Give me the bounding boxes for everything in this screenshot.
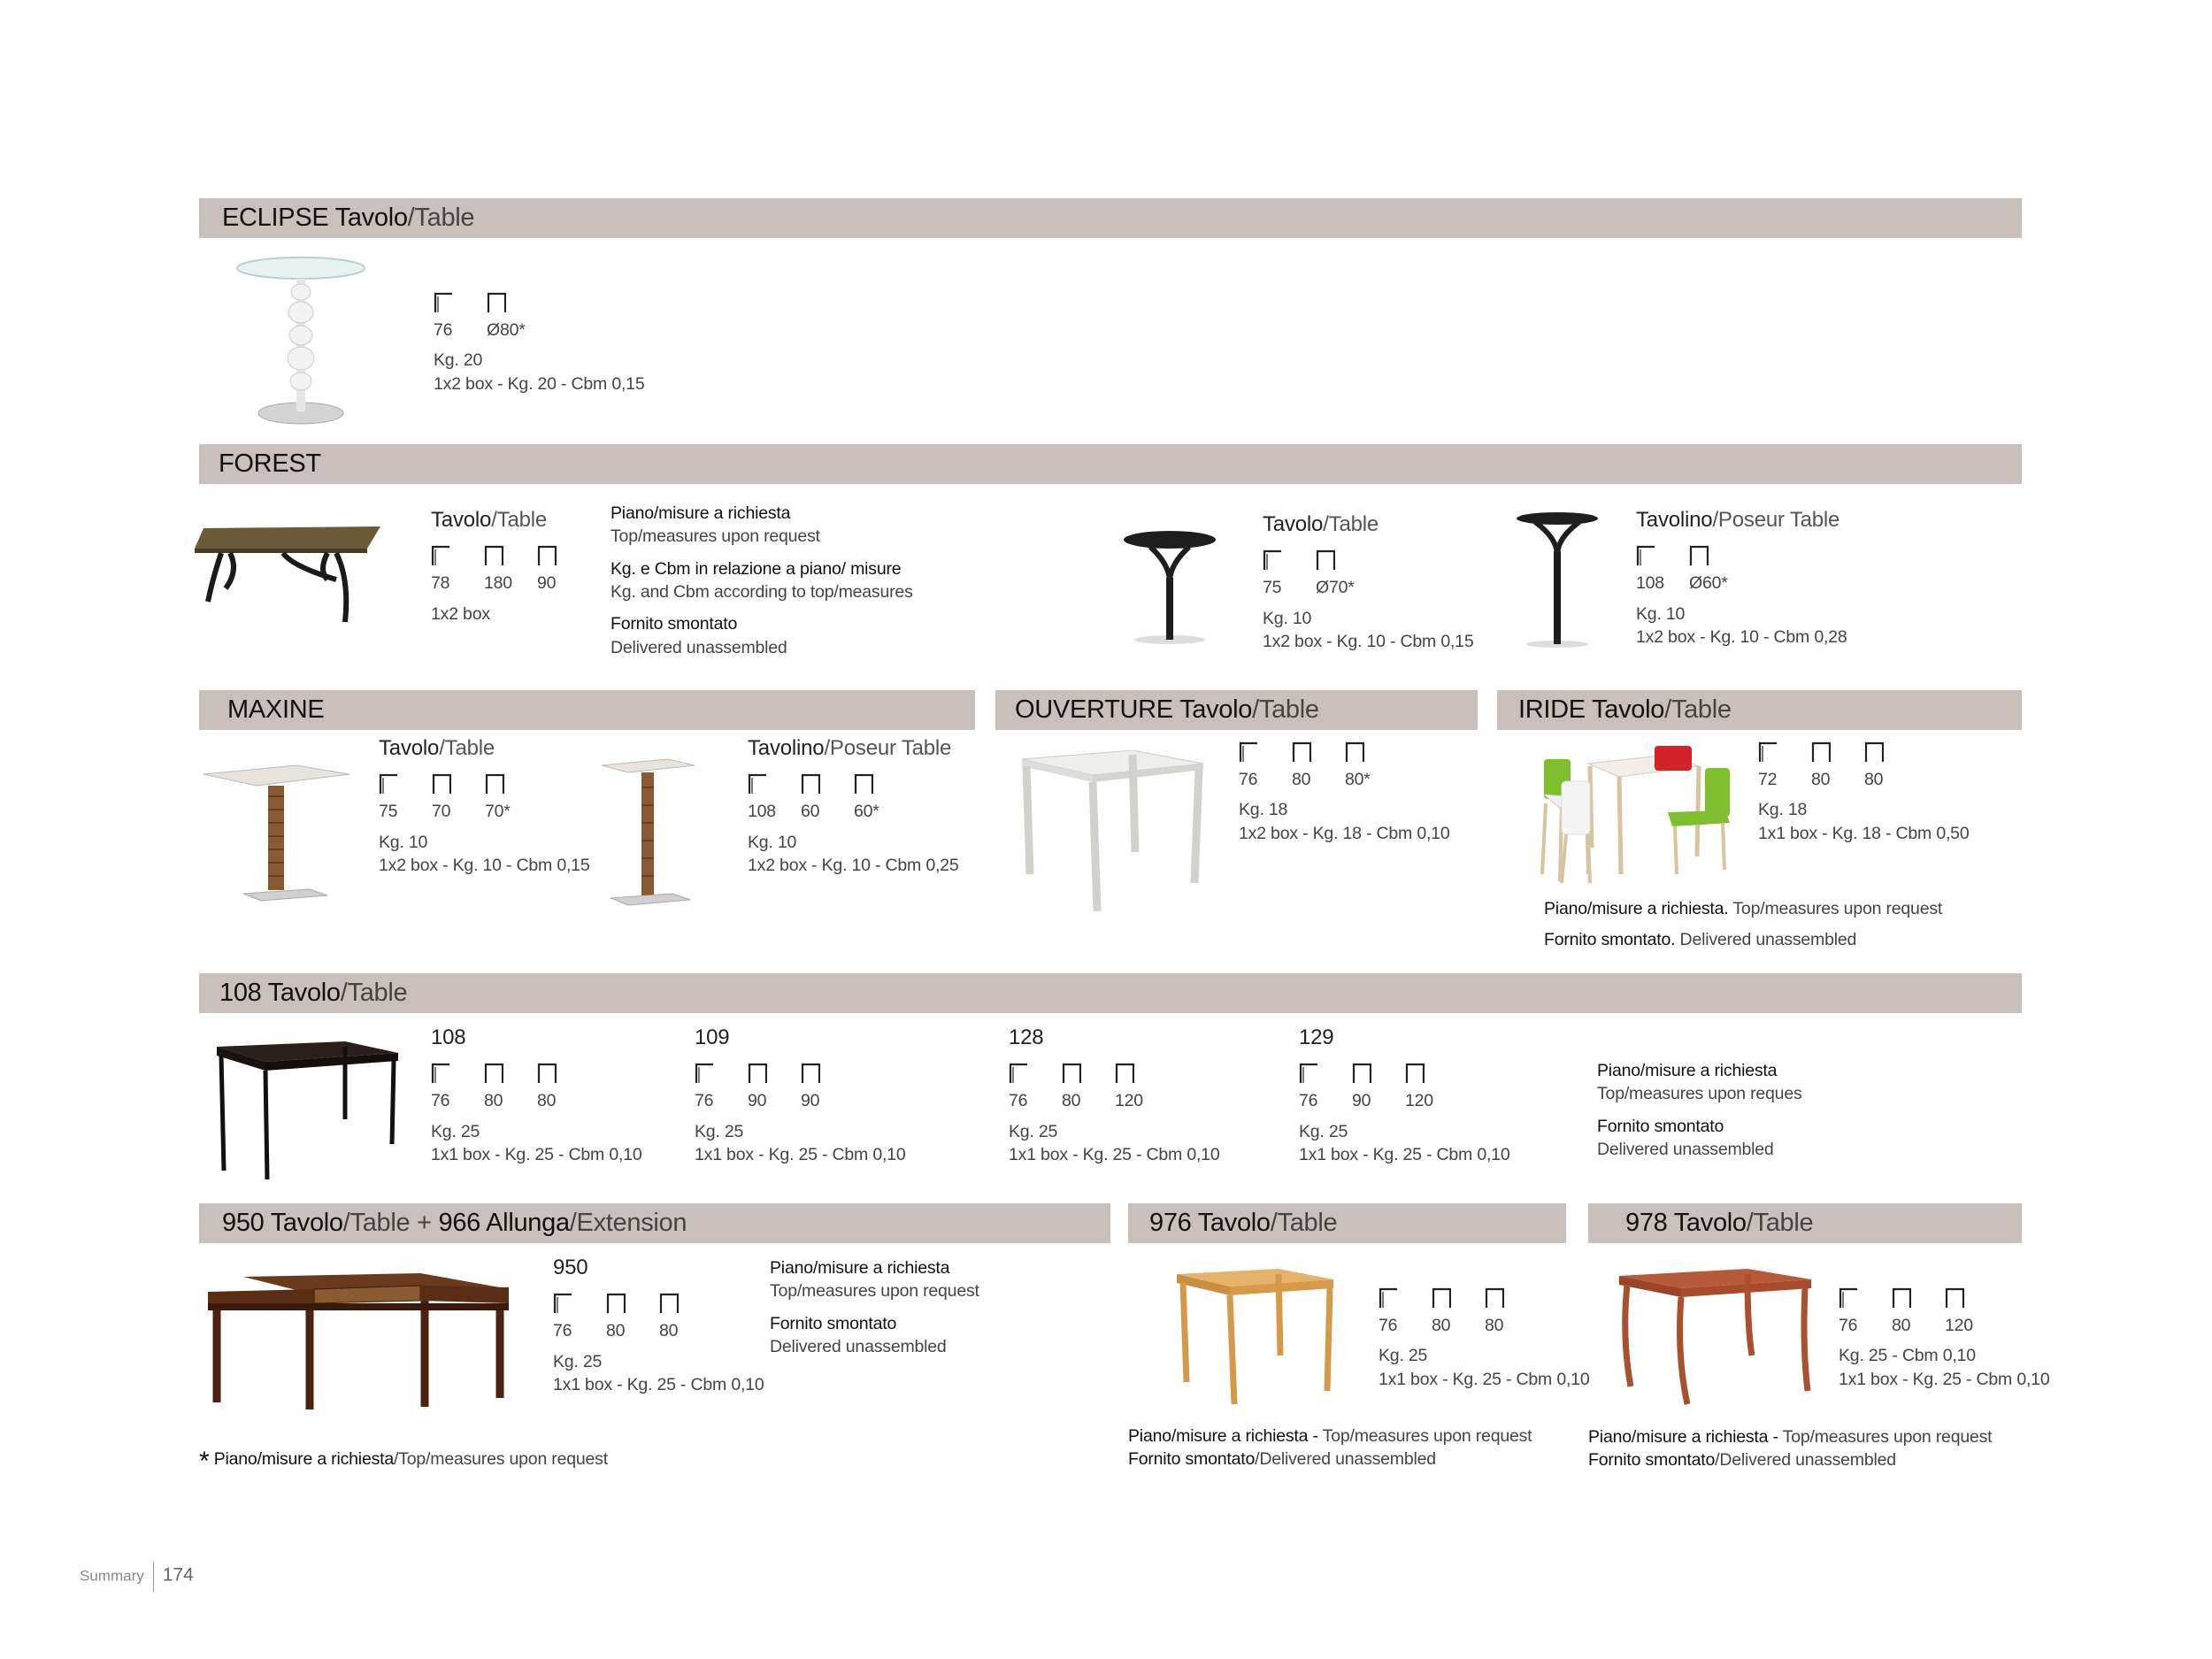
box-info: 1x2 box - Kg. 18 - Cbm 0,10 bbox=[1239, 823, 1450, 843]
width-icon bbox=[537, 1063, 557, 1084]
note-it: Kg. e Cbm in relazione a piano/ misure bbox=[611, 558, 902, 579]
dim-length: 180 bbox=[484, 573, 512, 594]
table-978-image bbox=[1615, 1267, 1814, 1409]
height-icon bbox=[695, 1063, 714, 1084]
dim-width: 90 bbox=[537, 573, 557, 594]
box-info: 1x1 box - Kg. 25 - Cbm 0,10 bbox=[1379, 1369, 1590, 1389]
dim-height: 75 bbox=[379, 802, 398, 822]
weight: Kg. 25 bbox=[553, 1351, 603, 1371]
weight: Kg. 18 bbox=[1758, 800, 1808, 820]
note-it: Piano/misure a richiesta bbox=[611, 503, 791, 523]
note-it: Fornito smontato bbox=[1128, 1449, 1256, 1470]
weight: Kg. 25 bbox=[1299, 1121, 1348, 1141]
product-label: Tavolino bbox=[1636, 508, 1713, 532]
dim-width: 80* bbox=[1345, 770, 1371, 789]
section-title-en: /Table bbox=[1664, 695, 1732, 724]
dim-width: 80 bbox=[1864, 770, 1884, 789]
dim-length: 90 bbox=[748, 1091, 767, 1111]
note-en: Delivered unassembled bbox=[1675, 930, 1857, 950]
box-info: 1x1 box - Kg. 25 - Cbm 0,10 bbox=[695, 1145, 906, 1165]
note-en: Top/measures upon request bbox=[770, 1281, 979, 1302]
forest-poseur-table-image bbox=[1513, 511, 1601, 649]
product-code: 128 bbox=[1009, 1025, 1044, 1049]
dim-length: 80 bbox=[1062, 1091, 1081, 1111]
height-icon bbox=[1839, 1287, 1858, 1309]
section-title: FOREST bbox=[219, 449, 321, 478]
height-icon bbox=[1758, 741, 1778, 763]
forest-poseur-specs bbox=[1636, 506, 1847, 649]
table-108-image bbox=[212, 1040, 403, 1181]
note-en: /Delivered unassembled bbox=[1715, 1450, 1896, 1471]
note-en: /Delivered unassembled bbox=[1255, 1449, 1436, 1470]
dim-length: 80 bbox=[1292, 770, 1311, 789]
length-icon bbox=[432, 773, 451, 795]
footnote bbox=[199, 1444, 608, 1480]
length-icon bbox=[1292, 741, 1311, 763]
note-it: Piano/misure a richiesta - bbox=[1128, 1426, 1323, 1446]
dim-length: 80 bbox=[606, 1321, 626, 1341]
dim-height: 76 bbox=[434, 320, 453, 340]
diameter-icon bbox=[1316, 549, 1335, 571]
dim-width: 60* bbox=[854, 802, 879, 822]
note-it: Fornito smontato bbox=[770, 1313, 897, 1333]
weight: Kg. 25 bbox=[1379, 1346, 1428, 1366]
box-info: 1x1 box - Kg. 25 - Cbm 0,10 bbox=[431, 1145, 642, 1165]
length-icon bbox=[1352, 1063, 1371, 1084]
table-950-notes bbox=[770, 1256, 979, 1358]
note-it: Fornito smontato. bbox=[1544, 930, 1676, 950]
weight: Kg. 25 bbox=[695, 1121, 744, 1141]
width-icon bbox=[801, 1063, 820, 1084]
weight: Kg. 10 bbox=[748, 832, 797, 852]
forest-table-image bbox=[195, 518, 380, 628]
width-icon bbox=[1345, 741, 1364, 763]
dim-height: 78 bbox=[431, 573, 450, 594]
weight: Kg. 20 bbox=[434, 350, 483, 371]
dim-height: 76 bbox=[1239, 770, 1258, 789]
width-icon bbox=[854, 773, 873, 795]
eclipse-table-image bbox=[234, 252, 367, 425]
box-info: 1x2 box - Kg. 20 - Cbm 0,15 bbox=[434, 373, 645, 394]
note-it: Fornito smontato bbox=[1588, 1450, 1716, 1471]
box-info: 1x2 box - Kg. 10 - Cbm 0,15 bbox=[1263, 632, 1474, 652]
dim-width: 80 bbox=[659, 1321, 679, 1341]
note-en: Top/measures upon request bbox=[1322, 1426, 1532, 1446]
iride-table-set-image bbox=[1535, 741, 1734, 883]
height-icon bbox=[434, 292, 453, 313]
height-icon bbox=[748, 773, 767, 795]
footnote-it: Piano/misure a richiesta bbox=[213, 1449, 394, 1469]
table-108-notes bbox=[1597, 1059, 1802, 1161]
maxine-table-image bbox=[199, 761, 354, 902]
dim-height: 76 bbox=[1379, 1316, 1398, 1335]
table-108-specs bbox=[431, 1024, 641, 1166]
length-icon bbox=[1432, 1287, 1451, 1309]
width-icon bbox=[1115, 1063, 1134, 1084]
iride-specs bbox=[1758, 741, 1969, 845]
product-label: Tavolo bbox=[1263, 512, 1324, 536]
section-header-950 bbox=[199, 1203, 1110, 1243]
section-title: ECLIPSE Tavolo bbox=[222, 204, 408, 232]
section-title-en: /Table + bbox=[342, 1209, 439, 1237]
dim-width: 70* bbox=[485, 802, 511, 822]
diameter-icon bbox=[1689, 545, 1709, 566]
section-header-978 bbox=[1588, 1203, 2022, 1243]
box-info: 1x1 box - Kg. 25 - Cbm 0,10 bbox=[1009, 1145, 1220, 1165]
table-976-specs bbox=[1379, 1287, 1589, 1391]
product-label-en: /Table bbox=[1323, 512, 1379, 536]
height-icon bbox=[1239, 741, 1258, 763]
dim-height: 76 bbox=[1009, 1091, 1028, 1111]
section-title: MAXINE bbox=[227, 695, 325, 724]
dim-length: 80 bbox=[484, 1091, 503, 1111]
product-code: 950 bbox=[553, 1256, 588, 1279]
product-label-en: /Poseur Table bbox=[824, 736, 952, 760]
table-129-specs bbox=[1299, 1024, 1509, 1166]
product-label-en: /Poseur Table bbox=[1712, 508, 1840, 532]
section-title-extension-en: /Extension bbox=[569, 1209, 687, 1237]
weight: Kg. 10 bbox=[1263, 608, 1312, 628]
section-header-ouverture bbox=[995, 690, 1478, 730]
dim-height: 76 bbox=[695, 1091, 714, 1111]
section-header-108 bbox=[199, 973, 2022, 1013]
table-109-specs bbox=[695, 1024, 905, 1166]
section-title-extension: 966 Allunga bbox=[438, 1209, 570, 1237]
section-title-en: /Table bbox=[340, 979, 408, 1007]
section-header-forest bbox=[199, 444, 2022, 484]
forest-round-table-image bbox=[1119, 529, 1221, 644]
page-number: 174 bbox=[162, 1564, 194, 1586]
width-icon bbox=[1485, 1287, 1504, 1309]
dim-width: 80 bbox=[1485, 1316, 1504, 1335]
note-en: Top/measures upon request bbox=[611, 526, 820, 547]
section-title: 978 Tavolo bbox=[1625, 1209, 1747, 1237]
table-978-notes bbox=[1588, 1425, 1992, 1472]
maxine-poseur-specs bbox=[748, 734, 958, 877]
height-icon bbox=[431, 545, 450, 566]
weight: Kg. 25 bbox=[431, 1121, 480, 1141]
length-icon bbox=[606, 1293, 626, 1314]
iride-notes bbox=[1544, 894, 1942, 956]
section-title: 950 Tavolo bbox=[222, 1209, 343, 1237]
width-icon bbox=[537, 545, 557, 566]
table-976-image bbox=[1172, 1267, 1336, 1409]
height-icon bbox=[1009, 1063, 1028, 1084]
note-it: Fornito smontato bbox=[611, 614, 738, 634]
note-it: Piano/misure a richiesta - bbox=[1588, 1427, 1783, 1447]
note-it: Fornito smontato bbox=[1597, 1116, 1724, 1136]
width-icon bbox=[1945, 1287, 1964, 1309]
product-label-en: /Table bbox=[439, 736, 495, 760]
dim-diameter: Ø70* bbox=[1316, 578, 1355, 598]
box-info: 1x1 box - Kg. 25 - Cbm 0,10 bbox=[553, 1375, 764, 1395]
dim-length: 70 bbox=[432, 802, 451, 822]
width-icon bbox=[1405, 1063, 1425, 1084]
weight: Kg. 25 - Cbm 0,10 bbox=[1839, 1346, 1976, 1366]
box-info: 1x2 box - Kg. 10 - Cbm 0,15 bbox=[379, 856, 590, 876]
dim-width: 120 bbox=[1405, 1091, 1433, 1111]
note-it: Piano/misure a richiesta bbox=[770, 1258, 950, 1278]
dim-diameter: Ø80* bbox=[487, 320, 526, 340]
dim-width: 120 bbox=[1945, 1316, 1973, 1335]
product-label: Tavolino bbox=[748, 736, 825, 760]
dim-width: 90 bbox=[801, 1091, 820, 1111]
table-128-specs bbox=[1009, 1024, 1219, 1166]
table-950-image bbox=[208, 1270, 509, 1411]
note-en: Delivered unassembled bbox=[770, 1336, 947, 1356]
weight: Kg. 18 bbox=[1239, 800, 1288, 820]
ouverture-specs bbox=[1239, 741, 1449, 845]
width-icon bbox=[485, 773, 504, 795]
forest-notes bbox=[611, 502, 913, 659]
length-icon bbox=[1892, 1287, 1911, 1309]
diameter-icon bbox=[487, 292, 506, 313]
height-icon bbox=[379, 773, 398, 795]
section-title: 976 Tavolo bbox=[1149, 1209, 1271, 1237]
note-en: Top/measures upon request bbox=[1728, 899, 1943, 918]
dim-length: 90 bbox=[1352, 1091, 1371, 1111]
section-title: 108 Tavolo bbox=[219, 979, 341, 1007]
note-en: Kg. and Cbm according to top/measures bbox=[611, 581, 913, 602]
summary-link[interactable]: Summary bbox=[80, 1567, 144, 1585]
dim-height: 76 bbox=[553, 1321, 572, 1341]
dim-length: 80 bbox=[1892, 1316, 1911, 1335]
weight: Kg. 10 bbox=[379, 832, 428, 852]
dim-width: 120 bbox=[1115, 1091, 1143, 1111]
length-icon bbox=[1062, 1063, 1081, 1084]
ouverture-table-image bbox=[1018, 750, 1208, 914]
length-icon bbox=[484, 545, 503, 566]
box-info: 1x1 box - Kg. 25 - Cbm 0,10 bbox=[1839, 1369, 2050, 1389]
height-icon bbox=[553, 1293, 572, 1314]
length-icon bbox=[1811, 741, 1831, 763]
length-icon bbox=[801, 773, 820, 795]
height-icon bbox=[1636, 545, 1655, 566]
dim-height: 76 bbox=[1299, 1091, 1318, 1111]
page-footer bbox=[80, 1562, 194, 1592]
footer-divider bbox=[153, 1562, 154, 1592]
product-code: 109 bbox=[695, 1025, 730, 1049]
section-title-en: /Table bbox=[1252, 695, 1319, 724]
forest-table-specs bbox=[431, 506, 590, 626]
box-info: 1x1 box - Kg. 25 - Cbm 0,10 bbox=[1299, 1145, 1510, 1165]
note-en: Delivered unassembled bbox=[1597, 1139, 1774, 1159]
section-title: IRIDE Tavolo bbox=[1518, 695, 1665, 724]
box-info: 1x2 box - Kg. 10 - Cbm 0,25 bbox=[748, 856, 959, 876]
section-title-en: /Table bbox=[1746, 1209, 1814, 1237]
table-950-specs bbox=[553, 1254, 764, 1396]
table-976-notes bbox=[1128, 1425, 1532, 1471]
forest-round-specs bbox=[1263, 511, 1473, 653]
section-header-976 bbox=[1128, 1203, 1566, 1243]
maxine-poseur-table-image bbox=[597, 757, 699, 907]
note-en: Top/measures upon request bbox=[1782, 1427, 1993, 1447]
height-icon bbox=[1299, 1063, 1318, 1084]
length-icon bbox=[748, 1063, 767, 1084]
note-en: Top/measures upon reques bbox=[1597, 1084, 1802, 1104]
dim-length: 60 bbox=[801, 802, 820, 822]
product-code: 129 bbox=[1299, 1025, 1334, 1049]
box-info: 1x1 box - Kg. 18 - Cbm 0,50 bbox=[1758, 823, 1970, 843]
width-icon bbox=[659, 1293, 679, 1314]
section-header-eclipse bbox=[199, 198, 2022, 238]
footnote-en: /Top/measures upon request bbox=[394, 1449, 608, 1469]
product-label: Tavolo bbox=[431, 508, 492, 532]
dim-height: 75 bbox=[1263, 578, 1282, 598]
note-en: Delivered unassembled bbox=[611, 637, 787, 657]
width-icon bbox=[1864, 741, 1884, 763]
note-it: Piano/misure a richiesta bbox=[1597, 1061, 1778, 1080]
weight: Kg. 10 bbox=[1636, 603, 1686, 624]
dim-length: 80 bbox=[1432, 1316, 1451, 1335]
dim-height: 76 bbox=[1839, 1316, 1858, 1335]
section-header-maxine bbox=[199, 690, 975, 730]
product-code: 108 bbox=[431, 1025, 466, 1049]
section-title: OUVERTURE Tavolo bbox=[1015, 695, 1253, 724]
dim-height: 108 bbox=[1636, 573, 1664, 594]
table-978-specs bbox=[1839, 1287, 2049, 1391]
box-info: 1x2 box bbox=[431, 603, 490, 624]
height-icon bbox=[431, 1063, 450, 1084]
note-it: Piano/misure a richiesta. bbox=[1544, 899, 1729, 918]
weight: Kg. 25 bbox=[1009, 1121, 1058, 1141]
section-title-en: /Table bbox=[407, 204, 475, 232]
section-header-iride bbox=[1497, 690, 2022, 730]
product-label-en: /Table bbox=[491, 508, 548, 532]
box-info: 1x2 box - Kg. 10 - Cbm 0,28 bbox=[1636, 627, 1847, 648]
height-icon bbox=[1263, 549, 1282, 571]
dim-height: 108 bbox=[748, 802, 776, 822]
dim-height: 76 bbox=[431, 1091, 450, 1111]
dim-length: 80 bbox=[1811, 770, 1831, 789]
height-icon bbox=[1379, 1287, 1398, 1309]
length-icon bbox=[484, 1063, 503, 1084]
asterisk: * bbox=[199, 1447, 210, 1476]
section-title-en: /Table bbox=[1270, 1209, 1338, 1237]
dim-height: 72 bbox=[1758, 770, 1778, 789]
eclipse-specs bbox=[434, 292, 644, 396]
maxine-table-specs bbox=[379, 734, 589, 877]
dim-diameter: Ø60* bbox=[1689, 573, 1728, 594]
product-label: Tavolo bbox=[379, 736, 440, 760]
dim-width: 80 bbox=[537, 1091, 557, 1111]
